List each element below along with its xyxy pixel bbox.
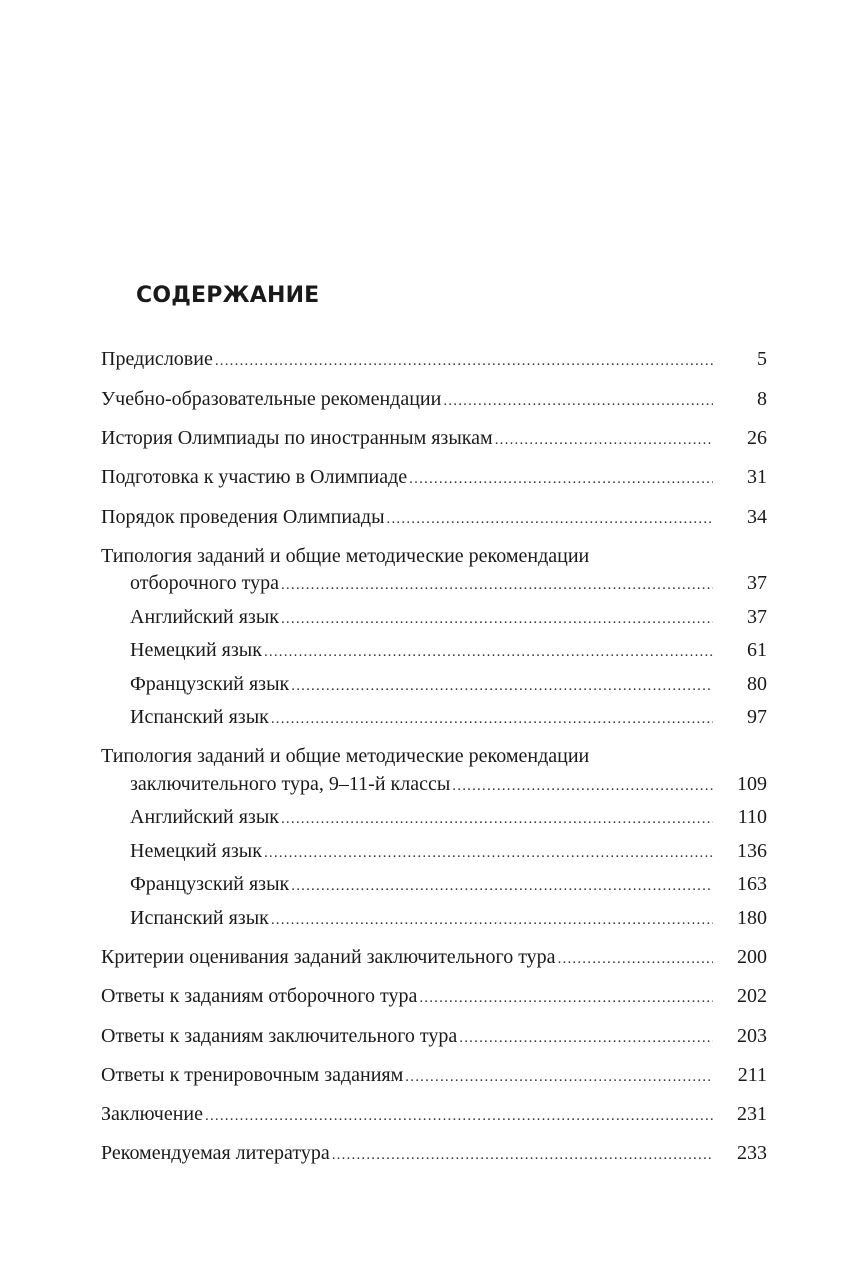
toc-leader (215, 348, 713, 374)
toc-leader (281, 806, 713, 832)
toc-entry-label: Заключение (101, 1103, 203, 1125)
toc-entry[interactable] (101, 504, 767, 530)
toc-leader (205, 1103, 713, 1129)
toc-leader (419, 985, 713, 1011)
toc-leader (281, 572, 713, 598)
toc-subentry[interactable] (130, 838, 767, 864)
toc-entry-label: Подготовка к участию в Олимпиаде (101, 466, 408, 488)
toc-entry-label: Испанский язык (130, 706, 269, 728)
toc-entry[interactable] (101, 464, 767, 490)
toc-page-number: 37 (747, 606, 767, 628)
toc-entry-label: Английский язык (130, 806, 279, 828)
toc-page-number: 61 (747, 639, 767, 661)
toc-page-number: 233 (737, 1142, 767, 1164)
toc-subentry[interactable] (130, 871, 767, 897)
toc-entry-label: Порядок проведения Олимпиады (101, 506, 385, 528)
toc-page-number: 80 (747, 673, 767, 695)
toc-entry-label: Ответы к тренировочным заданиям (101, 1064, 404, 1086)
toc-entry[interactable] (101, 1062, 767, 1088)
toc-page-number: 231 (737, 1103, 767, 1125)
toc-page-number: 31 (747, 466, 767, 488)
toc-leader (271, 706, 713, 732)
toc-entry-label: Английский язык (130, 606, 279, 628)
toc-entry-label: Предисловие (101, 348, 213, 370)
toc-entry[interactable] (130, 570, 767, 596)
toc-entry[interactable] (101, 944, 767, 970)
toc-entry[interactable] (130, 771, 767, 797)
toc-entry-label: Критерии оценивания заданий заключительного тура (101, 946, 556, 968)
toc-leader (281, 606, 713, 632)
toc-entry[interactable] (101, 425, 767, 451)
toc-page-number: 37 (747, 572, 767, 594)
toc-page-number: 180 (737, 907, 767, 929)
toc-page-number: 200 (737, 946, 767, 968)
toc-entry[interactable] (101, 1140, 767, 1166)
toc-page-number: 136 (737, 840, 767, 862)
toc-page-number: 5 (757, 348, 767, 370)
toc-entry-label: Немецкий язык (130, 840, 262, 862)
toc-entry[interactable] (101, 346, 767, 372)
toc-entry-label: отборочного тура (130, 572, 279, 594)
toc-page-number: 110 (737, 806, 767, 828)
toc-entry[interactable] (101, 983, 767, 1009)
toc-subentry[interactable] (130, 704, 767, 730)
toc-page-number: 203 (737, 1025, 767, 1047)
toc-entry[interactable] (101, 1101, 767, 1127)
toc-page-number: 8 (757, 388, 767, 410)
toc-subentry[interactable] (130, 604, 767, 630)
toc-entry-label: Ответы к заданиям отборочного тура (101, 985, 418, 1007)
toc-leader (409, 466, 713, 492)
toc-leader (291, 873, 713, 899)
toc-entry-label: Испанский язык (130, 907, 269, 929)
toc-leader (332, 1142, 713, 1168)
toc-subentry[interactable] (130, 905, 767, 931)
toc-entry-label: История Олимпиады по иностранным языкам (101, 427, 493, 449)
toc-entry[interactable] (101, 386, 767, 412)
toc-leader (405, 1064, 713, 1090)
toc-entry-label: Рекомендуемая литература (101, 1142, 330, 1164)
toc-entry-label: Французский язык (130, 673, 290, 695)
toc-leader (495, 427, 713, 453)
toc-page-number: 97 (747, 706, 767, 728)
toc-page-number: 109 (737, 773, 767, 795)
toc-entry-label: Немецкий язык (130, 639, 262, 661)
toc-page-number: 211 (737, 1064, 767, 1086)
toc-subentry[interactable] (130, 671, 767, 697)
toc-entry-label: Французский язык (130, 873, 290, 895)
toc-page-number: 202 (737, 985, 767, 1007)
toc-entry[interactable] (101, 1023, 767, 1049)
toc-leader (271, 907, 713, 933)
page-title: СОДЕРЖАНИЕ (136, 283, 320, 308)
toc-entry-label: Учебно-образовательные рекомендации (101, 388, 442, 410)
toc-section-heading: Типология заданий и общие методические рекомендации (101, 745, 590, 767)
toc-entry-label: Ответы к заданиям заключительного тура (101, 1025, 458, 1047)
toc-leader (264, 840, 713, 866)
toc-leader (459, 1025, 713, 1051)
toc-page-number: 26 (747, 427, 767, 449)
toc-subentry[interactable] (130, 637, 767, 663)
toc-leader (264, 639, 713, 665)
toc-subentry[interactable] (130, 804, 767, 830)
toc-page-number: 163 (737, 873, 767, 895)
toc-leader (452, 773, 713, 799)
toc-section-heading: Типология заданий и общие методические рекомендации (101, 545, 590, 567)
toc-leader (387, 506, 713, 532)
toc-leader (291, 673, 713, 699)
toc-page-number: 34 (747, 506, 767, 528)
toc-leader (443, 388, 713, 414)
toc-entry-label: заключительного тура, 9–11-й классы (130, 773, 451, 795)
toc-leader (558, 946, 713, 972)
